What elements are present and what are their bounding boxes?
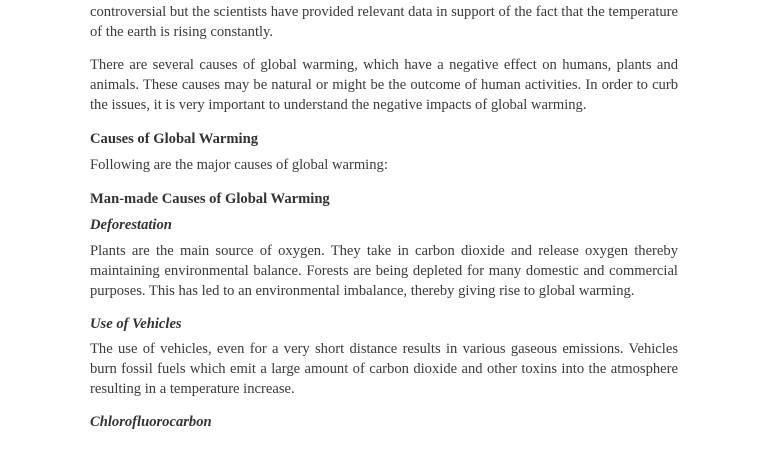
vehicles-paragraph: The use of vehicles, even for a very short distance results in various gaseous emissions. Vehicles burn fossil fuels which emit a large amount of carbon dioxide and other toxins into the atmosphere resulting in a temperature increase. — [90, 340, 678, 398]
document-page — [90, 0, 678, 432]
causes-heading: Causes of Global Warming — [90, 131, 258, 148]
chlorofluorocarbon-heading: Chlorofluorocarbon — [90, 413, 212, 430]
vehicles-heading: Use of Vehicles — [90, 315, 182, 332]
deforestation-paragraph: Plants are the main source of oxygen. They take in carbon dioxide and release oxygen thereby maintaining environmental balance. Forests are being depleted for many domestic and commercial purposes. This has led to an environmental imbalance, thereby giving rise to global warming. — [90, 242, 678, 300]
intro-paragraph-tail: controversial but the scientists have provided relevant data in support of the fact that the temperature of the earth is rising constantly. — [90, 4, 679, 41]
causes-lead: Following are the major causes of global warming: — [90, 156, 388, 173]
deforestation-heading: Deforestation — [90, 217, 172, 234]
manmade-causes-heading: Man-made Causes of Global Warming — [90, 191, 330, 208]
causes-intro-paragraph: There are several causes of global warming, which have a negative effect on humans, plants and animals. These causes may be natural or might be the outcome of human activities. In order to curb the issues, it is very important to understand the negative impacts of global warming. — [90, 56, 678, 114]
